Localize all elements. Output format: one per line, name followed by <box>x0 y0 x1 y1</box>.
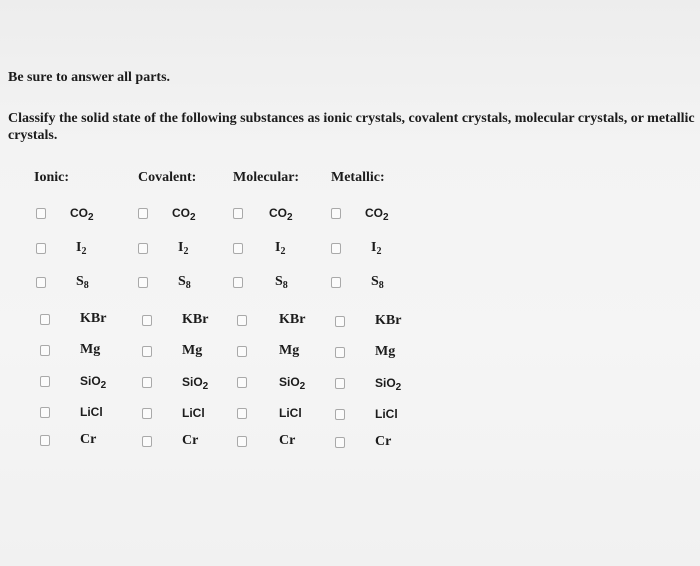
substance-label <box>371 274 384 291</box>
formula-base: CO <box>70 206 88 220</box>
checkbox[interactable] <box>40 345 50 356</box>
formula-subscript: 2 <box>100 380 107 391</box>
substance-label <box>269 206 293 223</box>
formula-base: KBr <box>375 312 402 328</box>
checkbox[interactable] <box>335 437 345 448</box>
formula-subscript: 2 <box>299 381 306 393</box>
checkbox[interactable] <box>335 378 345 389</box>
substance-label <box>172 206 196 223</box>
checkbox[interactable] <box>138 208 148 219</box>
formula-base: I <box>76 240 82 255</box>
formula-base: I <box>275 240 281 255</box>
substance-label <box>80 405 103 419</box>
checkbox[interactable] <box>233 243 243 254</box>
substance-label <box>275 274 288 291</box>
substance-label <box>182 343 202 359</box>
formula-base: LiCl <box>279 406 302 421</box>
checkbox[interactable] <box>237 315 247 326</box>
formula-base: Cr <box>182 432 199 448</box>
substance-label <box>279 406 302 420</box>
formula-subscript: 2 <box>190 212 196 223</box>
checkbox[interactable] <box>237 346 247 357</box>
column-header-metallic: Metallic: <box>331 170 385 185</box>
substance-label <box>279 343 299 359</box>
checkbox[interactable] <box>138 243 148 254</box>
formula-base: Mg <box>182 342 203 358</box>
formula-subscript: 2 <box>287 212 293 223</box>
formula-subscript: 8 <box>282 280 288 291</box>
column-header-ionic: Ionic: <box>34 170 69 185</box>
substance-label <box>76 274 89 291</box>
checkbox[interactable] <box>36 208 46 219</box>
checkbox[interactable] <box>138 277 148 288</box>
question-text: Classify the solid state of the following substances as ionic crystals, covalent crystals, molecular crystals, or metallic crystals. <box>8 111 695 143</box>
formula-base: SiO <box>375 375 396 390</box>
instruction-text: Be sure to answer all parts. <box>8 70 171 85</box>
formula-base: S <box>76 274 84 289</box>
formula-base: LiCl <box>375 406 398 421</box>
checkbox[interactable] <box>142 408 152 419</box>
checkbox[interactable] <box>237 408 247 419</box>
formula-base: SiO <box>279 375 300 390</box>
substance-label <box>80 432 96 448</box>
checkbox[interactable] <box>142 436 152 447</box>
checkbox[interactable] <box>40 376 50 387</box>
formula-base: Cr <box>80 432 97 447</box>
formula-base: KBr <box>182 311 209 327</box>
formula-base: S <box>275 274 283 289</box>
formula-subscript: 2 <box>88 212 94 223</box>
checkbox[interactable] <box>142 346 152 357</box>
formula-subscript: 2 <box>183 246 189 257</box>
formula-base: Mg <box>279 343 300 359</box>
formula-base: KBr <box>279 312 306 328</box>
substance-label <box>76 240 86 257</box>
substance-label <box>365 206 389 223</box>
formula-subscript: 8 <box>378 280 384 291</box>
checkbox[interactable] <box>331 243 341 254</box>
formula-subscript: 8 <box>83 280 89 291</box>
substance-label <box>182 375 208 392</box>
substance-label <box>279 433 295 449</box>
formula-subscript: 8 <box>185 280 191 291</box>
formula-base: CO <box>172 206 190 220</box>
column-header-molecular: Molecular: <box>233 170 300 185</box>
checkbox[interactable] <box>40 314 50 325</box>
formula-base: S <box>371 274 379 289</box>
checkbox[interactable] <box>40 407 50 418</box>
substance-label <box>371 240 381 257</box>
substance-label <box>375 407 398 421</box>
checkbox[interactable] <box>40 435 50 446</box>
substance-label <box>182 406 205 420</box>
checkbox[interactable] <box>237 377 247 388</box>
formula-subscript: 2 <box>395 381 402 393</box>
checkbox[interactable] <box>36 243 46 254</box>
formula-subscript: 2 <box>280 246 286 257</box>
substance-label <box>375 376 401 393</box>
column-header-covalent: Covalent: <box>138 170 197 185</box>
formula-base: LiCl <box>182 405 205 420</box>
formula-subscript: 2 <box>202 380 209 392</box>
substance-label <box>80 311 106 327</box>
checkbox[interactable] <box>331 208 341 219</box>
checkbox[interactable] <box>335 409 345 420</box>
formula-base: Cr <box>375 433 392 449</box>
formula-subscript: 2 <box>81 246 87 257</box>
formula-base: Cr <box>279 433 296 449</box>
checkbox[interactable] <box>335 347 345 358</box>
formula-base: KBr <box>80 311 107 326</box>
substance-label <box>70 206 94 223</box>
formula-subscript: 2 <box>376 246 382 257</box>
formula-base: Mg <box>80 342 101 357</box>
substance-label <box>80 342 100 358</box>
checkbox[interactable] <box>331 277 341 288</box>
formula-base: LiCl <box>80 405 103 419</box>
substance-label <box>275 240 285 257</box>
checkbox[interactable] <box>233 277 243 288</box>
substance-label <box>178 274 191 291</box>
substance-label <box>80 374 106 391</box>
formula-base: SiO <box>80 374 101 388</box>
checkbox[interactable] <box>233 208 243 219</box>
substance-label <box>375 313 401 329</box>
checkbox[interactable] <box>142 377 152 388</box>
substance-label <box>279 312 305 328</box>
formula-base: S <box>178 274 186 289</box>
checkbox[interactable] <box>36 277 46 288</box>
formula-base: Mg <box>375 343 396 359</box>
substance-label <box>178 240 188 257</box>
formula-base: CO <box>365 206 383 220</box>
formula-base: I <box>371 240 377 255</box>
substance-label <box>375 434 391 450</box>
formula-base: SiO <box>182 374 203 389</box>
substance-label <box>279 375 305 392</box>
checkbox[interactable] <box>335 316 345 327</box>
formula-base: CO <box>269 206 287 220</box>
formula-subscript: 2 <box>383 212 389 223</box>
substance-label <box>182 433 198 449</box>
substance-label <box>375 344 395 360</box>
checkbox[interactable] <box>237 436 247 447</box>
substance-label <box>182 312 208 328</box>
formula-base: I <box>178 240 184 255</box>
checkbox[interactable] <box>142 315 152 326</box>
